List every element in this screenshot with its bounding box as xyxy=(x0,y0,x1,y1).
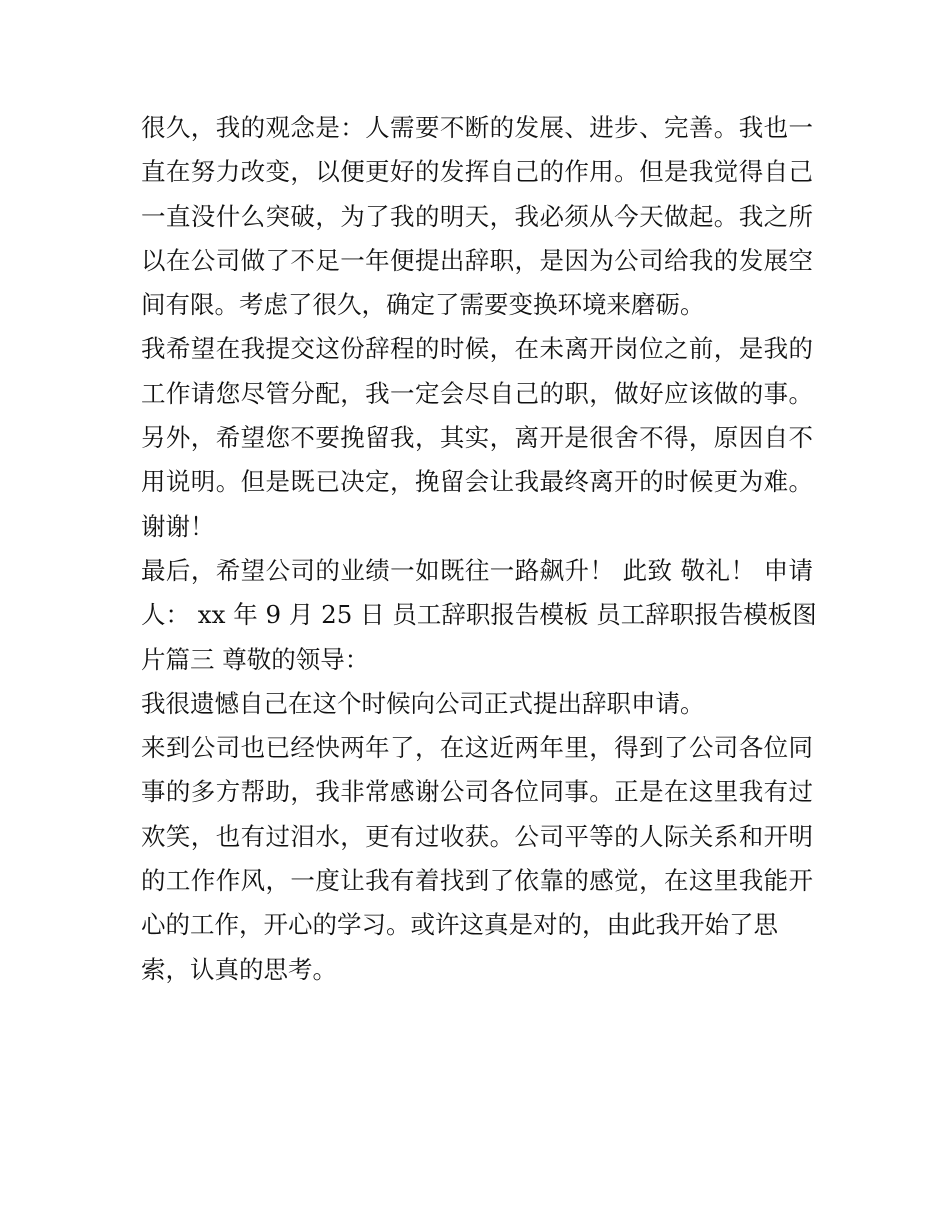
text-line: 人： xx 年 9 月 25 日 员工辞职报告模板 员工辞职报告模板图 xyxy=(141,600,817,630)
text-line: 的工作作风，一度让我有着找到了依靠的感觉，在这里我能开 xyxy=(141,866,813,896)
text-line: 很久，我的观念是：人需要不断的发展、进步、完善。我也一 xyxy=(141,113,813,142)
text-line: 来到公司也已经快两年了，在这近两年里，得到了公司各位同 xyxy=(141,733,813,763)
text-line: 我很遗憾自己在这个时候向公司正式提出辞职申请。 xyxy=(141,688,705,718)
body-text xyxy=(141,106,817,992)
text-line: 索，认真的思考。 xyxy=(141,954,337,984)
text-line: 欢笑，也有过泪水，更有过收获。公司平等的人际关系和开明 xyxy=(141,821,813,851)
text-line: 工作请您尽管分配，我一定会尽自己的职，做好应该做的事。 xyxy=(141,378,813,408)
text-line: 我希望在我提交这份辞程的时候，在未离开岗位之前，是我的 xyxy=(141,334,813,364)
text-line: 以在公司做了不足一年便提出辞职，是因为公司给我的发展空 xyxy=(141,245,813,275)
text-line: 谢谢！ xyxy=(141,511,215,541)
text-line: 用说明。但是既已决定，挽留会让我最终离开的时候更为难。 xyxy=(141,467,813,497)
text-line: 事的多方帮助，我非常感谢公司各位同事。正是在这里我有过 xyxy=(141,777,813,807)
text-line: 直在努力改变，以便更好的发挥自己的作用。但是我觉得自己 xyxy=(141,157,813,187)
text-line: 心的工作，开心的学习。或许这真是对的，由此我开始了思 xyxy=(141,910,778,940)
text-line: 另外，希望您不要挽留我，其实，离开是很舍不得，原因自不 xyxy=(141,423,813,453)
text-line: 最后，希望公司的业绩一如既往一路飙升！ 此致 敬礼！ 申请 xyxy=(141,555,813,585)
text-line: 片篇三 尊敬的领导： xyxy=(141,644,370,674)
text-line: 间有限。考虑了很久，确定了需要变换环境来磨砺。 xyxy=(141,290,705,320)
text-line: 一直没什么突破，为了我的明天，我必须从今天做起。我之所 xyxy=(141,201,813,231)
